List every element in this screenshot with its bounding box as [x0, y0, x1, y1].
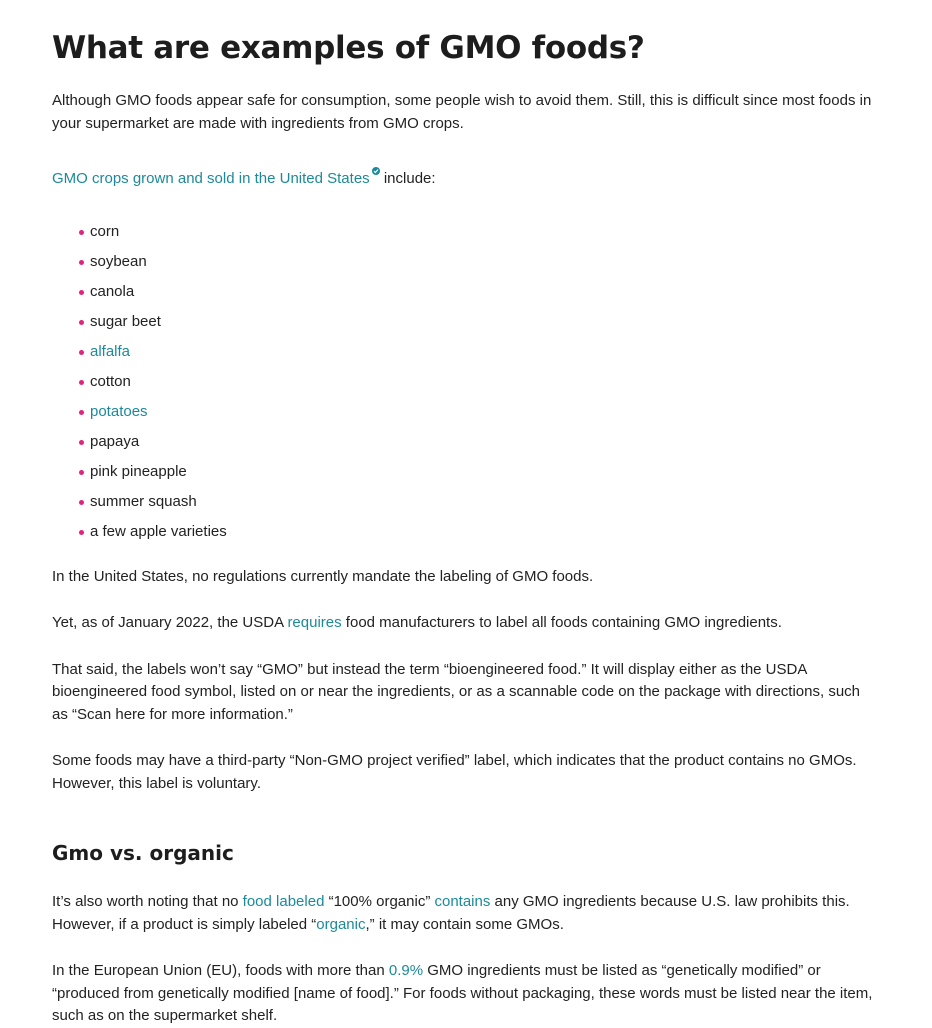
usda-text-after: food manufacturers to label all foods containing GMO ingredients.	[341, 614, 782, 631]
section-heading-organic: Gmo vs. organic	[52, 841, 234, 865]
organic-paragraph	[52, 891, 880, 936]
crop-label: papaya	[90, 432, 140, 450]
list-item	[79, 307, 880, 337]
contains-link[interactable]: contains	[434, 893, 491, 910]
crop-label: canola	[90, 282, 135, 300]
crop-label: soybean	[90, 252, 147, 270]
eu-paragraph	[52, 960, 880, 1028]
crop-label: cotton	[90, 372, 131, 390]
eu-text-2: GMO ingredients must be listed as “genetically modified” or “produced from genetically modified [name of food].” For foods without packaging, these words must be listed near the item, such as on the supermarket shelf.	[52, 962, 873, 1024]
crops-intro-suffix: include:	[379, 170, 436, 187]
crops-intro-paragraph	[52, 160, 880, 191]
list-item	[79, 247, 880, 277]
page-title: What are examples of GMO foods?	[52, 30, 645, 66]
gmo-crops-list	[52, 217, 880, 547]
crop-label: summer squash	[90, 492, 197, 510]
crop-label: corn	[90, 222, 120, 240]
intro-paragraph: Although GMO foods appear safe for consumption, some people wish to avoid them. Still, this is difficult since most foods in your supermarket are made with ingredients from GMO crops.	[52, 92, 872, 132]
labeling-paragraph: In the United States, no regulations currently mandate the labeling of GMO foods.	[52, 567, 594, 585]
bioengineered-paragraph: That said, the labels won’t say “GMO” but instead the term “bioengineered food.” It will display either as the USDA bioengineered food symbol, listed on or near the ingredients, or as a scannable code on the package with directions, such as “Scan here for more information.”	[52, 660, 861, 723]
usda-text-before: Yet, as of January 2022, the USDA	[52, 614, 288, 631]
requires-link[interactable]: requires	[287, 614, 342, 631]
list-item	[79, 427, 880, 457]
alfalfa-link[interactable]: alfalfa	[90, 342, 131, 360]
organic-text-3: any GMO ingredients because U.S. law prohibits this. However, if a product is simply labeled “	[52, 893, 850, 933]
crop-label: pink pineapple	[90, 462, 187, 480]
list-item	[79, 517, 880, 547]
gmo-crops-link[interactable]: GMO crops grown and sold in the United States	[52, 170, 370, 187]
list-item	[79, 367, 880, 397]
list-item	[79, 217, 880, 247]
percent-link[interactable]: 0.9%	[388, 962, 424, 979]
list-item	[79, 337, 880, 367]
eu-text-1: In the European Union (EU), foods with more than	[52, 962, 389, 979]
usda-paragraph	[52, 612, 880, 635]
organic-text-2: “100% organic”	[324, 893, 435, 910]
list-item	[79, 277, 880, 307]
organic-text-4: ,” it may contain some GMOs.	[365, 915, 564, 933]
crop-label: sugar beet	[90, 312, 161, 330]
organic-text-1: It’s also worth noting that no	[52, 893, 243, 910]
list-item	[79, 457, 880, 487]
potatoes-link[interactable]: potatoes	[90, 402, 148, 420]
list-item	[79, 397, 880, 427]
verified-check-icon	[372, 160, 380, 168]
list-item	[79, 487, 880, 517]
food-labeled-link[interactable]: food labeled	[242, 893, 325, 910]
non-gmo-paragraph: Some foods may have a third-party “Non-GMO project verified” label, which indicates that the product contains no GMOs. However, this label is voluntary.	[52, 752, 857, 792]
organic-link[interactable]: organic	[316, 915, 366, 933]
crop-label: a few apple varieties	[90, 522, 227, 540]
